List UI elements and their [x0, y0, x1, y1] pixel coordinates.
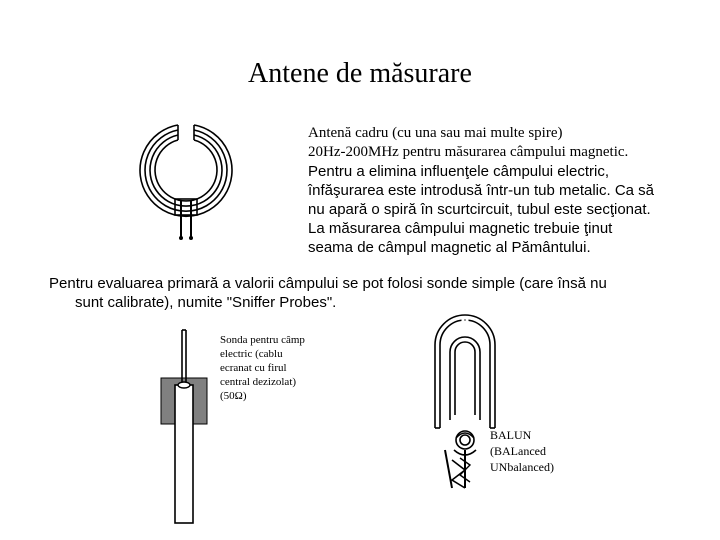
- probe-caption-line: central dezizolat): [220, 376, 297, 388]
- loop-description-line: înfăşurarea este introdusă într-un tub metalic. Ca să: [308, 182, 655, 199]
- probe-caption-line: Sonda pentru câmp: [220, 334, 305, 346]
- loop-antenna-illustration: [130, 115, 240, 245]
- probe-caption-line: (50Ω): [220, 390, 247, 402]
- loop-description-line: Pentru a elimina influenţele câmpului electric,: [308, 163, 609, 180]
- electric-probe-caption: [220, 333, 305, 403]
- probe-caption-line: electric (cablu: [220, 348, 283, 360]
- loop-description-line: nu apară o spiră în scurtcircuit, tubul este secţionat.: [308, 201, 651, 218]
- balun-caption-line: BALUN: [490, 428, 532, 442]
- page-title: Antene de măsurare: [248, 58, 472, 89]
- balun-caption-line: UNbalanced): [490, 460, 554, 474]
- loop-description-line: La măsurarea câmpului magnetic trebuie ţinut: [308, 220, 613, 237]
- probe-caption-line: ecranat cu firul: [220, 362, 287, 374]
- loop-description-line: 20Hz-200MHz pentru măsurarea câmpului magnetic.: [308, 144, 629, 160]
- loop-antenna-description: [308, 124, 654, 257]
- balun-caption: [490, 427, 554, 475]
- sniffer-paragraph-line2: sunt calibrate), numite "Sniffer Probes".: [75, 294, 337, 311]
- sniffer-paragraph-line1: Pentru evaluarea primară a valorii câmpului se pot folosi sonde simple (care însă nu: [49, 275, 607, 292]
- balun-caption-line: (BALanced: [490, 444, 546, 458]
- loop-description-line: seama de câmpul magnetic al Pământului.: [308, 239, 591, 256]
- electric-probe-illustration: [160, 325, 210, 525]
- loop-description-line: Antenă cadru (cu una sau mai multe spire): [308, 125, 563, 141]
